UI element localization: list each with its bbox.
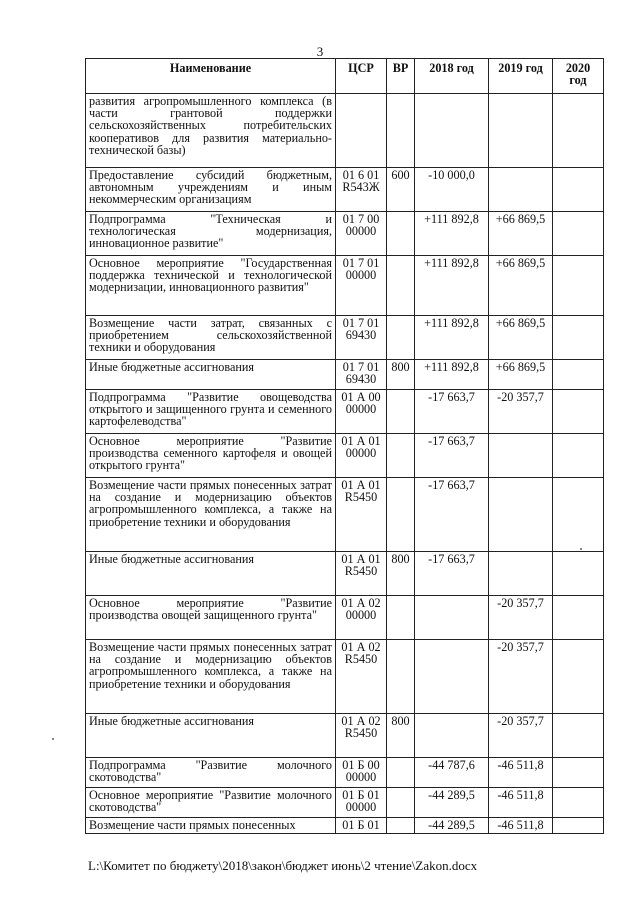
table-row [86, 714, 604, 758]
cell-vr: 800 [387, 714, 415, 758]
cell-2020 [553, 552, 604, 596]
cell-2019: +66 869,5 [489, 316, 553, 360]
cell-csr: 01 Б 00 00000 [336, 758, 387, 788]
cell-vr [387, 316, 415, 360]
cell-2018 [415, 640, 489, 714]
table-header-row [86, 59, 604, 94]
cell-vr: 800 [387, 360, 415, 390]
cell-2018 [415, 596, 489, 640]
cell-2020 [553, 94, 604, 168]
cell-csr: 01 7 01 00000 [336, 256, 387, 316]
table-row [86, 434, 604, 478]
cell-2018: -17 663,7 [415, 478, 489, 552]
cell-2019: -20 357,7 [489, 390, 553, 434]
cell-csr: 01 Б 01 00000 [336, 788, 387, 818]
cell-2018: -17 663,7 [415, 552, 489, 596]
cell-vr [387, 94, 415, 168]
cell-2020 [553, 640, 604, 714]
cell-name: Предоставление субсидий бюджетным, автономным учреждениям и иным некоммерческим организациям [86, 168, 336, 212]
table-row [86, 758, 604, 788]
cell-2019: +66 869,5 [489, 360, 553, 390]
table-row [86, 316, 604, 360]
cell-vr [387, 212, 415, 256]
cell-2019 [489, 434, 553, 478]
footer-file-path: L:\Комитет по бюджету\2018\закон\бюджет июнь\2 чтение\Zakon.docx [88, 858, 478, 873]
cell-2018: +111 892,8 [415, 360, 489, 390]
page-number: 3 [316, 44, 324, 59]
header-vr: ВР [387, 59, 415, 94]
cell-name: Иные бюджетные ассигнования [86, 714, 336, 758]
cell-name: Возмещение части прямых понесенных затрат на создание и модернизацию объектов агропромышленного комплекса, а также на приобретение техники и оборудования [86, 640, 336, 714]
cell-name: Основное мероприятие "Развитие молочного скотоводства" [86, 788, 336, 818]
table-row [86, 94, 604, 168]
cell-csr: 01 А 02 R5450 [336, 640, 387, 714]
cell-2020 [553, 788, 604, 818]
cell-csr: 01 А 02 R5450 [336, 714, 387, 758]
cell-vr [387, 788, 415, 818]
cell-csr: 01 А 01 R5450 [336, 552, 387, 596]
cell-2019: -46 511,8 [489, 818, 553, 834]
cell-name: Возмещение части прямых понесенных затрат на создание и модернизацию объектов агропромышленного комплекса, а также на приобретение техники и оборудования [86, 478, 336, 552]
header-2019: 2019 год [489, 59, 553, 94]
cell-vr [387, 596, 415, 640]
header-name: Наименование [86, 59, 336, 94]
cell-2019 [489, 552, 553, 596]
cell-2020 [553, 714, 604, 758]
cell-csr: 01 А 01 00000 [336, 434, 387, 478]
cell-2020 [553, 758, 604, 788]
cell-csr [336, 94, 387, 168]
table-row [86, 788, 604, 818]
cell-2019: -46 511,8 [489, 758, 553, 788]
cell-2019: -20 357,7 [489, 714, 553, 758]
cell-2019: +66 869,5 [489, 256, 553, 316]
scan-speck [52, 738, 54, 740]
cell-csr: 01 6 01 R543Ж [336, 168, 387, 212]
cell-name: развития агропромышленного комплекса (в части грантовой поддержки сельскохозяйственных потребительских кооперативов для развития материально-технической базы) [86, 94, 336, 168]
cell-2020 [553, 316, 604, 360]
cell-2018: -10 000,0 [415, 168, 489, 212]
cell-2020 [553, 390, 604, 434]
cell-2018: -17 663,7 [415, 390, 489, 434]
cell-2019 [489, 94, 553, 168]
cell-2020 [553, 596, 604, 640]
cell-name: Основное мероприятие "Развитие производства овощей защищенного грунта" [86, 596, 336, 640]
cell-2018: -44 787,6 [415, 758, 489, 788]
cell-name: Подпрограмма "Развитие молочного скотоводства" [86, 758, 336, 788]
cell-vr [387, 758, 415, 788]
cell-2019: -20 357,7 [489, 596, 553, 640]
cell-2020 [553, 360, 604, 390]
cell-name: Иные бюджетные ассигнования [86, 360, 336, 390]
budget-table [85, 58, 604, 834]
table-row [86, 256, 604, 316]
cell-vr [387, 434, 415, 478]
cell-name: Подпрограмма "Техническая и технологическая модернизация, инновационное развитие" [86, 212, 336, 256]
cell-name: Основное мероприятие "Государственная поддержка технической и технологической модернизации, инновационного развития" [86, 256, 336, 316]
cell-name: Иные бюджетные ассигнования [86, 552, 336, 596]
table-row [86, 360, 604, 390]
cell-csr: 01 А 00 00000 [336, 390, 387, 434]
cell-2020 [553, 478, 604, 552]
table-row [86, 168, 604, 212]
cell-2019: +66 869,5 [489, 212, 553, 256]
cell-2018: -44 289,5 [415, 818, 489, 834]
cell-csr: 01 7 01 69430 [336, 360, 387, 390]
cell-name: Подпрограмма "Развитие овощеводства открытого и защищенного грунта и семенного картофелеводства" [86, 390, 336, 434]
cell-csr: 01 Б 01 [336, 818, 387, 834]
cell-2019: -20 357,7 [489, 640, 553, 714]
cell-2018: -44 289,5 [415, 788, 489, 818]
cell-2020 [553, 818, 604, 834]
cell-vr [387, 478, 415, 552]
cell-2020 [553, 256, 604, 316]
table-row [86, 478, 604, 552]
cell-2019 [489, 478, 553, 552]
table-row [86, 640, 604, 714]
cell-name: Возмещение части прямых понесенных [86, 818, 336, 834]
cell-vr: 800 [387, 552, 415, 596]
cell-vr [387, 256, 415, 316]
header-2018: 2018 год [415, 59, 489, 94]
cell-2019 [489, 168, 553, 212]
cell-csr: 01 7 00 00000 [336, 212, 387, 256]
cell-2020 [553, 212, 604, 256]
cell-2018: +111 892,8 [415, 256, 489, 316]
cell-vr: 600 [387, 168, 415, 212]
cell-2018 [415, 94, 489, 168]
cell-2020 [553, 434, 604, 478]
table-row [86, 818, 604, 834]
cell-2018: -17 663,7 [415, 434, 489, 478]
cell-2018 [415, 714, 489, 758]
cell-2018: +111 892,8 [415, 212, 489, 256]
header-csr: ЦСР [336, 59, 387, 94]
cell-2020 [553, 168, 604, 212]
cell-vr [387, 390, 415, 434]
table-row [86, 390, 604, 434]
header-2020: 2020 год [553, 59, 604, 94]
scan-speck [580, 548, 582, 550]
cell-csr: 01 А 01 R5450 [336, 478, 387, 552]
table-row [86, 552, 604, 596]
table-row [86, 212, 604, 256]
cell-name: Основное мероприятие "Развитие производства семенного картофеля и овощей открытого грунта" [86, 434, 336, 478]
cell-2018: +111 892,8 [415, 316, 489, 360]
cell-csr: 01 А 02 00000 [336, 596, 387, 640]
cell-csr: 01 7 01 69430 [336, 316, 387, 360]
cell-vr [387, 818, 415, 834]
table-row [86, 596, 604, 640]
cell-name: Возмещение части затрат, связанных с приобретением сельскохозяйственной техники и оборудования [86, 316, 336, 360]
cell-vr [387, 640, 415, 714]
cell-2019: -46 511,8 [489, 788, 553, 818]
